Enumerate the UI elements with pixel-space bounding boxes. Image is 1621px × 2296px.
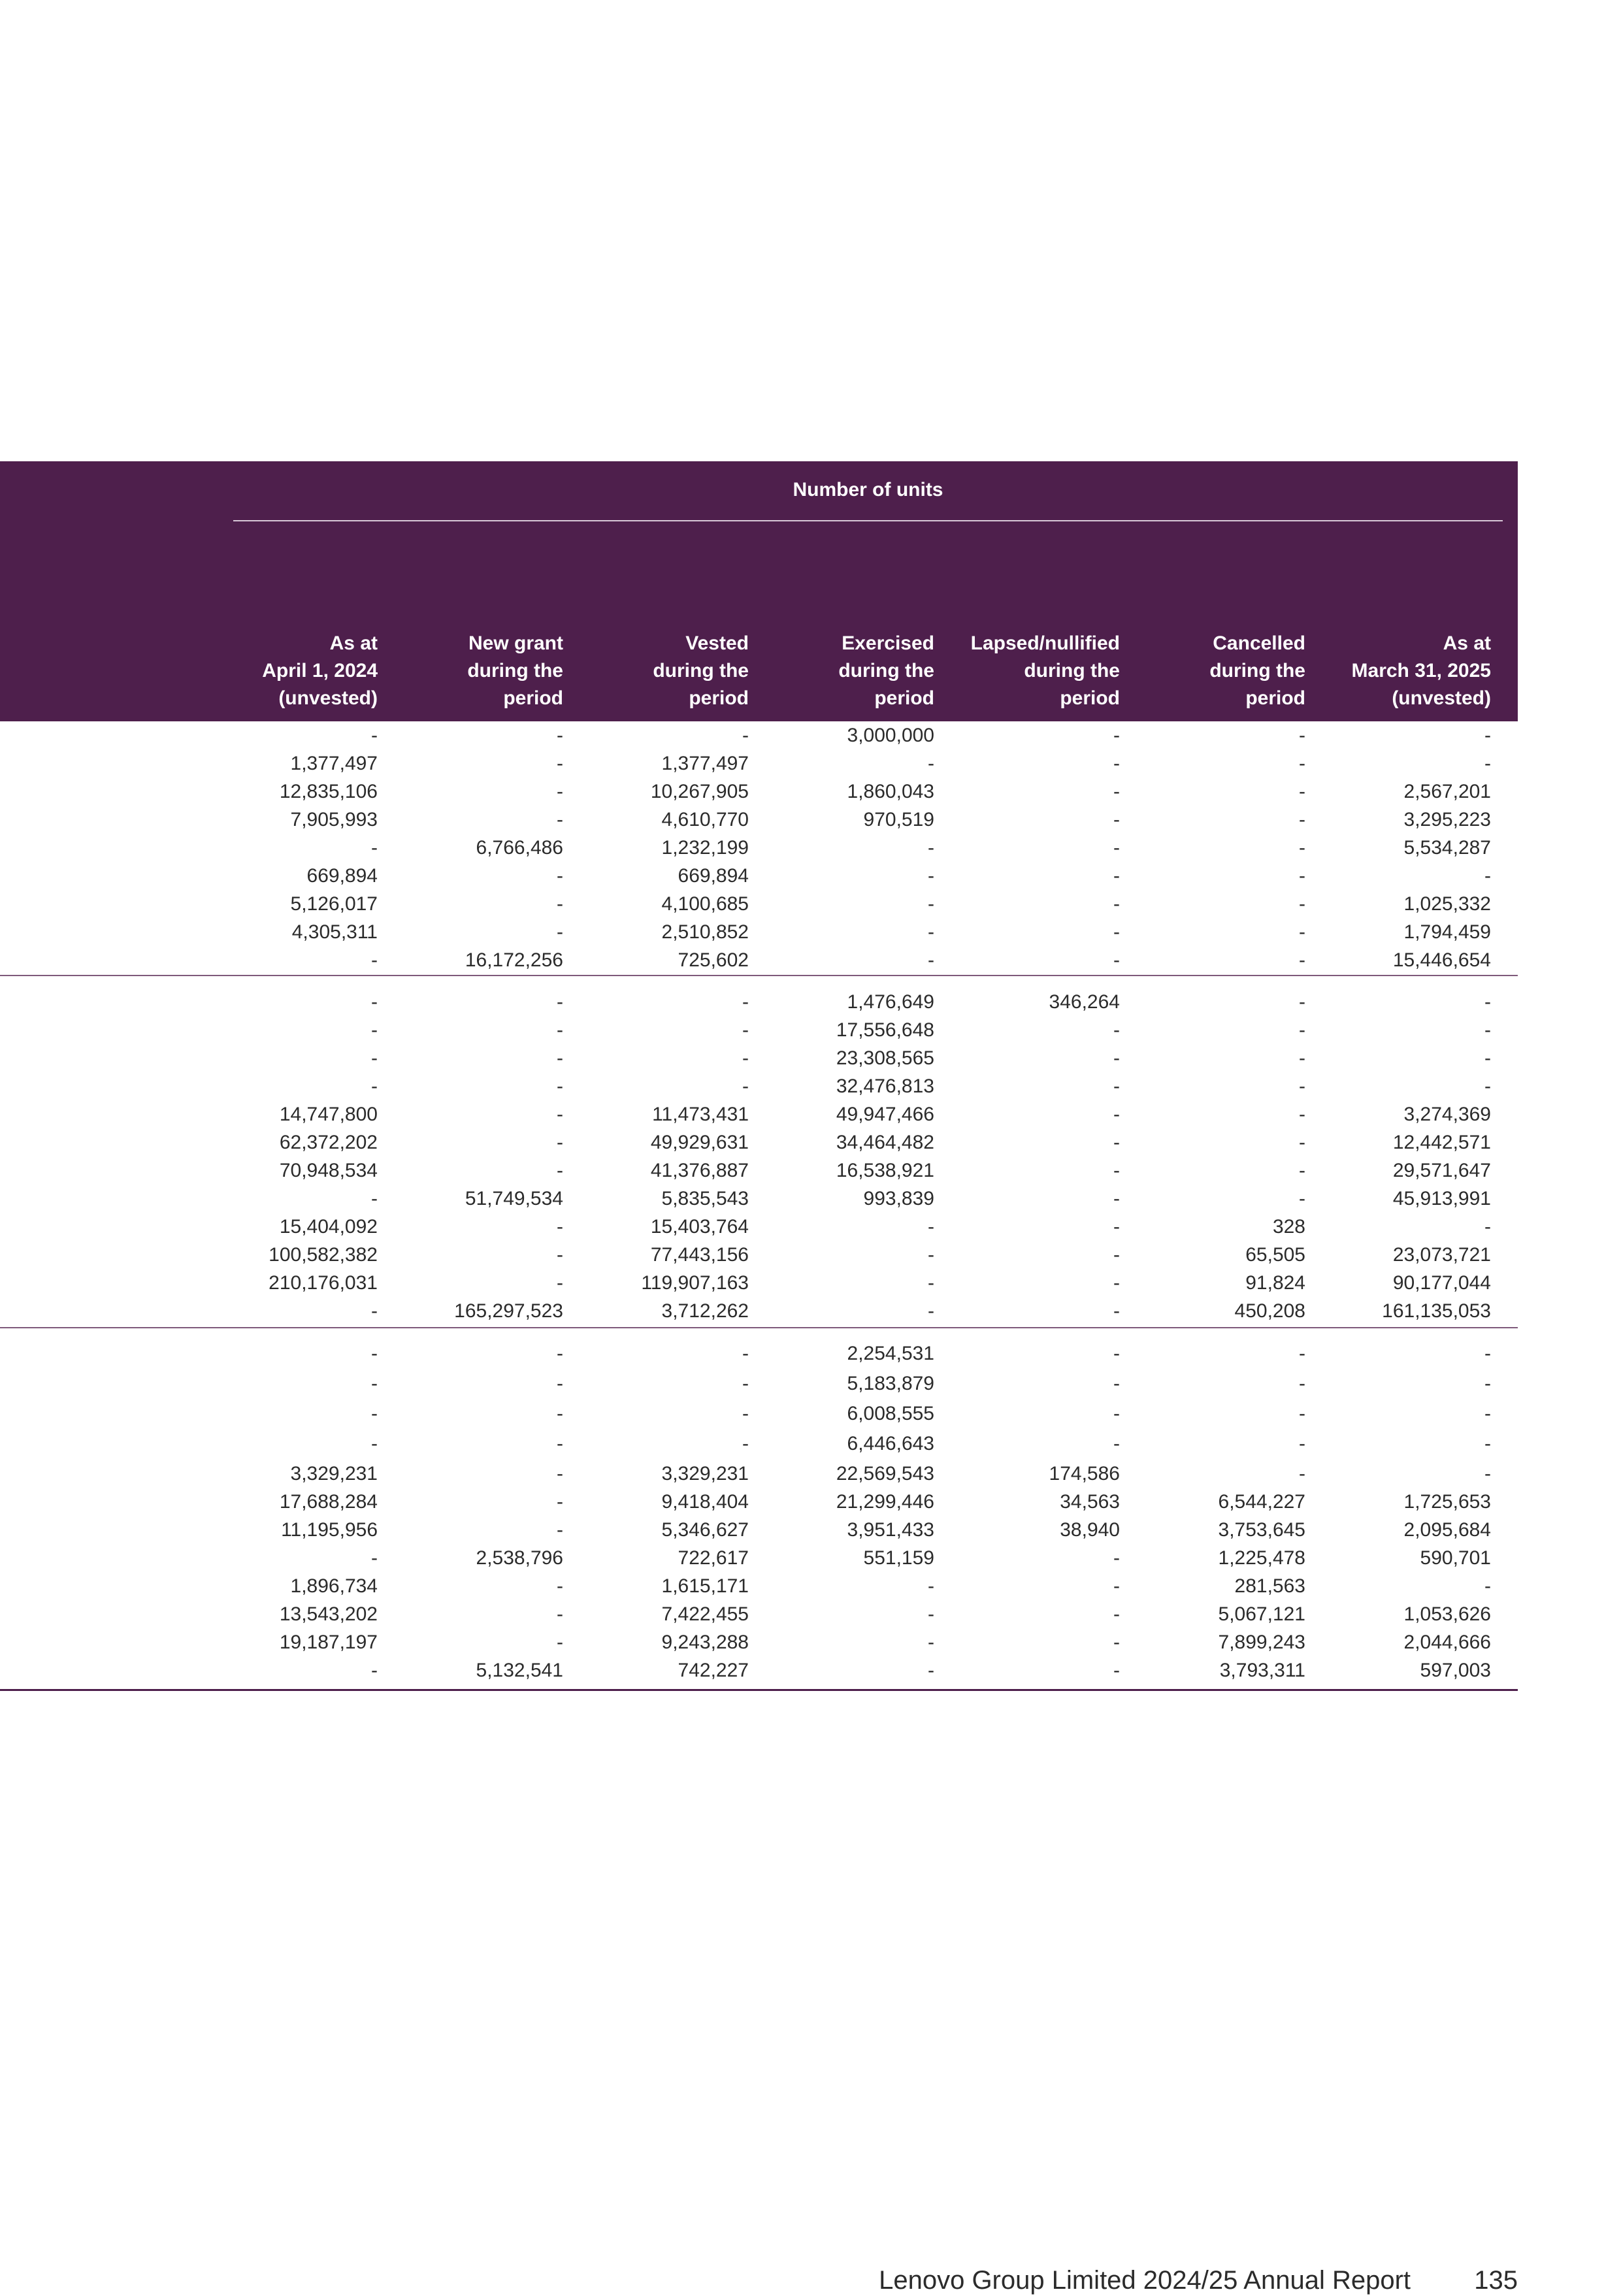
table-cell: - (1113, 1160, 1120, 1181)
table-row (0, 988, 1518, 1016)
table-cell: 1,377,497 (661, 753, 749, 774)
table-cell: 7,422,455 (661, 1603, 749, 1625)
table-cell: 49,947,466 (836, 1104, 934, 1125)
table-cell: - (557, 1272, 563, 1294)
table-cell: 1,476,649 (847, 991, 934, 1013)
table-cell: - (557, 921, 563, 943)
table-cell: 2,538,796 (476, 1547, 563, 1569)
table-cell: - (742, 991, 749, 1013)
table-cell: - (557, 1491, 563, 1513)
table-cell: 15,404,092 (279, 1216, 378, 1238)
table-cell: 23,308,565 (836, 1047, 934, 1069)
table-cell: 5,534,287 (1403, 837, 1491, 859)
table-row (0, 834, 1518, 862)
table-cell: 590,701 (1420, 1547, 1491, 1569)
column-header-3: Vested during the period (653, 632, 749, 709)
table-cell: 281,563 (1234, 1575, 1305, 1597)
table-cell: - (1113, 1075, 1120, 1097)
table-cell: - (1113, 1547, 1120, 1569)
table-cell: 77,443,156 (650, 1244, 749, 1266)
table-cell: 3,712,262 (661, 1300, 749, 1322)
table-cell: 161,135,053 (1382, 1300, 1491, 1322)
table-cell: 17,556,648 (836, 1019, 934, 1041)
table-cell: 970,519 (863, 809, 934, 830)
table-cell: 6,544,227 (1218, 1491, 1305, 1513)
table-row (0, 1044, 1518, 1072)
table-row (0, 1339, 1518, 1368)
table-cell: 2,510,852 (661, 921, 749, 943)
table-cell: - (1299, 1075, 1305, 1097)
table-cell: - (1113, 865, 1120, 887)
table-cell: 65,505 (1245, 1244, 1305, 1266)
table-cell: 29,571,647 (1392, 1160, 1491, 1181)
table-cell: - (1484, 1047, 1491, 1069)
table-cell: - (1299, 781, 1305, 802)
table-cell: - (557, 1632, 563, 1653)
table-cell: 16,538,921 (836, 1160, 934, 1181)
table-cell: 91,824 (1245, 1272, 1305, 1294)
table-cell: 119,907,163 (641, 1272, 749, 1294)
table-cell: 9,243,288 (661, 1632, 749, 1653)
table-cell: - (557, 1433, 563, 1454)
table-cell: 62,372,202 (279, 1132, 378, 1153)
table-cell: - (1113, 837, 1120, 859)
table-cell: 34,563 (1060, 1491, 1120, 1513)
table-cell: - (1484, 753, 1491, 774)
table-row (0, 1128, 1518, 1156)
table-cell: - (928, 753, 934, 774)
table-cell: - (1113, 1104, 1120, 1125)
table-cell: 2,044,666 (1403, 1632, 1491, 1653)
table-cell: 4,610,770 (661, 809, 749, 830)
table-cell: - (1113, 1603, 1120, 1625)
table-cell: 10,267,905 (650, 781, 749, 802)
table-row (0, 862, 1518, 890)
table-row (0, 806, 1518, 834)
table-cell: - (742, 725, 749, 746)
table-cell: 70,948,534 (279, 1160, 378, 1181)
table-cell: - (1113, 1047, 1120, 1069)
table-cell: 3,274,369 (1403, 1104, 1491, 1125)
table-cell: - (1299, 1132, 1305, 1153)
table-cell: 7,905,993 (290, 809, 378, 830)
table-cell: - (1299, 991, 1305, 1013)
table-cell: - (928, 1216, 934, 1238)
table-cell: - (371, 837, 378, 859)
table-cell: - (928, 1660, 934, 1681)
table-cell: - (1299, 837, 1305, 859)
table-cell: 11,473,431 (652, 1104, 749, 1125)
table-cell: - (557, 1373, 563, 1394)
column-header-6: Cancelled during the period (1209, 632, 1305, 709)
table-cell: 9,418,404 (661, 1491, 749, 1513)
table-cell: 597,003 (1420, 1660, 1491, 1681)
table-cell: 4,305,311 (291, 921, 378, 943)
table-row (0, 1369, 1518, 1398)
table-cell: - (1299, 1373, 1305, 1394)
table-cell: - (1113, 781, 1120, 802)
table-cell: - (1484, 1075, 1491, 1097)
table-cell: - (1484, 725, 1491, 746)
table-cell: 3,753,645 (1218, 1519, 1305, 1541)
table-row (0, 1516, 1518, 1544)
table-cell: - (742, 1433, 749, 1454)
table-cell: 49,929,631 (650, 1132, 749, 1153)
table-cell: 38,940 (1060, 1519, 1120, 1541)
table-cell: - (557, 1075, 563, 1097)
table-cell: 1,725,653 (1403, 1491, 1491, 1513)
table-cell: - (557, 1603, 563, 1625)
table-cell: - (1299, 1019, 1305, 1041)
table-row (0, 1460, 1518, 1488)
table-cell: 5,126,017 (290, 893, 378, 915)
table-row (0, 1241, 1518, 1269)
table-cell: - (1299, 865, 1305, 887)
table-cell: - (371, 1403, 378, 1424)
table-cell: - (1299, 1160, 1305, 1181)
table-cell: 41,376,887 (650, 1160, 749, 1181)
table-cell: - (371, 1075, 378, 1097)
table-row (0, 918, 1518, 946)
table-cell: - (371, 1547, 378, 1569)
table-cell: - (1299, 753, 1305, 774)
table-cell: 2,095,684 (1403, 1519, 1491, 1541)
table-cell: - (1113, 1188, 1120, 1209)
table-cell: 5,132,541 (476, 1660, 563, 1681)
table-cell: - (1299, 809, 1305, 830)
table-row (0, 1628, 1518, 1656)
table-cell: 2,567,201 (1403, 781, 1491, 802)
table-row (0, 1185, 1518, 1213)
table-cell: - (1484, 1216, 1491, 1238)
table-cell: - (557, 1047, 563, 1069)
table-cell: - (371, 1188, 378, 1209)
table-cell: - (742, 1403, 749, 1424)
table-cell: - (1299, 725, 1305, 746)
column-header-7: As at March 31, 2025 (unvested) (1351, 632, 1491, 709)
table-cell: - (928, 1575, 934, 1597)
table-cell: - (1299, 949, 1305, 971)
table-cell: - (1484, 1403, 1491, 1424)
table-cell: - (1113, 1433, 1120, 1454)
table-cell: 13,543,202 (279, 1603, 378, 1625)
footer-report-title: Lenovo Group Limited 2024/25 Annual Report (879, 2266, 1411, 2295)
table-cell: 5,835,543 (661, 1188, 749, 1209)
table-cell: 34,464,482 (836, 1132, 934, 1153)
column-header-1: As at April 1, 2024 (unvested) (262, 632, 378, 709)
table-cell: 165,297,523 (454, 1300, 563, 1322)
table-cell: - (1299, 1104, 1305, 1125)
table-row (0, 749, 1518, 778)
table-cell: - (557, 1160, 563, 1181)
table-cell: - (1299, 1433, 1305, 1454)
table-cell: - (1113, 1343, 1120, 1364)
table-cell: - (742, 1373, 749, 1394)
table-cell: 346,264 (1049, 991, 1120, 1013)
table-cell: - (557, 1403, 563, 1424)
table-cell: - (928, 893, 934, 915)
table-row (0, 1213, 1518, 1241)
table-cell: 450,208 (1234, 1300, 1305, 1322)
table-row (0, 1488, 1518, 1516)
table-cell: 669,894 (678, 865, 749, 887)
table-cell: - (742, 1343, 749, 1364)
table-cell: - (1113, 1575, 1120, 1597)
table-cell: - (557, 1104, 563, 1125)
group-header-rule (233, 520, 1503, 521)
table-cell: 722,617 (678, 1547, 749, 1569)
table-cell: - (1484, 865, 1491, 887)
table-cell: 7,899,243 (1218, 1632, 1305, 1653)
table-cell: 19,187,197 (279, 1632, 378, 1653)
table-cell: 22,569,543 (836, 1463, 934, 1484)
table-cell: 16,172,256 (465, 949, 563, 971)
table-cell: - (1484, 1343, 1491, 1364)
column-header-5: Lapsed/nullified during the period (970, 632, 1120, 709)
table-cell: - (928, 1244, 934, 1266)
table-cell: 174,586 (1049, 1463, 1120, 1484)
table-cell: 5,183,879 (847, 1373, 934, 1394)
table-cell: - (928, 1272, 934, 1294)
table-cell: 3,793,311 (1219, 1660, 1305, 1681)
table-cell: - (1484, 1373, 1491, 1394)
table-row (0, 946, 1518, 974)
table-cell: - (557, 809, 563, 830)
table-cell: - (928, 837, 934, 859)
table-cell: - (1113, 1216, 1120, 1238)
table-cell: 12,442,571 (1392, 1132, 1491, 1153)
table-cell: - (371, 725, 378, 746)
table-cell: - (928, 865, 934, 887)
table-row (0, 1544, 1518, 1572)
table-cell: 5,067,121 (1218, 1603, 1305, 1625)
table-cell: 6,008,555 (847, 1403, 934, 1424)
table-cell: - (371, 1047, 378, 1069)
table-cell: - (371, 1373, 378, 1394)
table-cell: 3,951,433 (847, 1519, 934, 1541)
table-cell: 742,227 (678, 1660, 749, 1681)
table-cell: 15,403,764 (650, 1216, 749, 1238)
table-cell: - (557, 1343, 563, 1364)
table-cell: 12,835,106 (279, 781, 378, 802)
table-cell: 14,747,800 (279, 1104, 378, 1125)
table-cell: - (742, 1019, 749, 1041)
table-cell: 1,232,199 (661, 837, 749, 859)
table-cell: 23,073,721 (1392, 1244, 1491, 1266)
table-cell: 32,476,813 (836, 1075, 934, 1097)
table-cell: - (371, 1300, 378, 1322)
table-cell: 2,254,531 (847, 1343, 934, 1364)
table-cell: 51,749,534 (465, 1188, 563, 1209)
table-cell: 3,329,231 (290, 1463, 378, 1484)
table-row (0, 1100, 1518, 1128)
table-cell: - (1484, 1019, 1491, 1041)
table-cell: - (371, 1660, 378, 1681)
table-cell: - (1113, 1132, 1120, 1153)
table-cell: - (928, 921, 934, 943)
table-cell: 100,582,382 (269, 1244, 378, 1266)
table-cell: - (557, 753, 563, 774)
table-cell: - (557, 1132, 563, 1153)
table-cell: 328 (1272, 1216, 1305, 1238)
table-cell: 210,176,031 (269, 1272, 378, 1294)
table-cell: - (928, 1300, 934, 1322)
table-row (0, 1072, 1518, 1100)
table-cell: - (371, 949, 378, 971)
table-cell: - (557, 1463, 563, 1484)
table-row (0, 1400, 1518, 1428)
table-cell: - (742, 1075, 749, 1097)
table-row (0, 1297, 1518, 1325)
table-row (0, 1430, 1518, 1458)
table-cell: - (557, 1019, 563, 1041)
table-cell: - (1299, 1047, 1305, 1069)
table-cell: 1,896,734 (290, 1575, 378, 1597)
table-cell: - (1113, 809, 1120, 830)
table-cell: 1,025,332 (1403, 893, 1491, 915)
table-cell: 725,602 (678, 949, 749, 971)
table-cell: 15,446,654 (1392, 949, 1491, 971)
table-cell: 1,794,459 (1403, 921, 1491, 943)
table-cell: - (557, 781, 563, 802)
table-cell: 1,377,497 (290, 753, 378, 774)
table-cell: 1,053,626 (1403, 1603, 1491, 1625)
table-cell: 1,225,478 (1218, 1547, 1305, 1569)
table-cell: 1,615,171 (661, 1575, 749, 1597)
table-cell: - (1299, 1188, 1305, 1209)
table-cell: - (1113, 725, 1120, 746)
table-cell: - (1484, 1463, 1491, 1484)
table-row (0, 721, 1518, 749)
column-header-4: Exercised during the period (838, 632, 934, 709)
table-cell: - (1299, 1403, 1305, 1424)
table-cell: - (557, 1519, 563, 1541)
table-cell: - (1299, 921, 1305, 943)
table-row (0, 1156, 1518, 1185)
page-number: 135 (1474, 2266, 1518, 2295)
table-row (0, 1269, 1518, 1297)
table-cell: 90,177,044 (1392, 1272, 1491, 1294)
table-cell: - (1113, 753, 1120, 774)
table-cell: - (1113, 949, 1120, 971)
table-row (0, 778, 1518, 806)
table-row (0, 1656, 1518, 1684)
table-cell: 6,766,486 (476, 837, 563, 859)
table-cell: - (557, 1216, 563, 1238)
table-cell: - (371, 991, 378, 1013)
table-cell: - (1113, 1272, 1120, 1294)
column-header-2: New grant during the period (467, 632, 563, 709)
table-row (0, 1600, 1518, 1628)
section-divider (0, 975, 1518, 976)
table-cell: - (371, 1433, 378, 1454)
table-cell: - (371, 1019, 378, 1041)
table-cell: - (557, 1244, 563, 1266)
table-cell: - (371, 1343, 378, 1364)
table-cell: 551,159 (863, 1547, 934, 1569)
table-cell: - (1113, 1244, 1120, 1266)
table-cell: - (928, 1603, 934, 1625)
table-cell: 3,000,000 (847, 725, 934, 746)
table-row (0, 1572, 1518, 1600)
table-cell: - (1113, 1019, 1120, 1041)
table-cell: - (1484, 1433, 1491, 1454)
table-cell: - (1113, 1660, 1120, 1681)
table-cell: - (1113, 893, 1120, 915)
table-cell: - (928, 1632, 934, 1653)
table-cell: - (1113, 1632, 1120, 1653)
table-cell: 4,100,685 (661, 893, 749, 915)
table-cell: 17,688,284 (279, 1491, 378, 1513)
table-cell: 5,346,627 (661, 1519, 749, 1541)
table-cell: 21,299,446 (836, 1491, 934, 1513)
table-cell: 1,860,043 (847, 781, 934, 802)
table-cell: 3,295,223 (1403, 809, 1491, 830)
table-cell: 669,894 (306, 865, 378, 887)
table-cell: - (1299, 893, 1305, 915)
table-cell: - (1113, 1373, 1120, 1394)
table-cell: - (557, 865, 563, 887)
section-divider (0, 1327, 1518, 1328)
table-row (0, 890, 1518, 918)
table-cell: 11,195,956 (281, 1519, 378, 1541)
table-cell: 3,329,231 (661, 1463, 749, 1484)
table-cell: - (1299, 1463, 1305, 1484)
table-cell: - (557, 725, 563, 746)
table-cell: - (928, 949, 934, 971)
table-cell: 993,839 (863, 1188, 934, 1209)
table-cell: - (1113, 1403, 1120, 1424)
group-header: Number of units (793, 479, 943, 500)
section-divider (0, 1689, 1518, 1691)
table-cell: - (557, 991, 563, 1013)
table-cell: - (1113, 1300, 1120, 1322)
table-cell: 45,913,991 (1392, 1188, 1491, 1209)
table-cell: - (1484, 991, 1491, 1013)
table-cell: - (557, 893, 563, 915)
table-cell: 6,446,643 (847, 1433, 934, 1454)
table-cell: - (742, 1047, 749, 1069)
table-row (0, 1016, 1518, 1044)
table-cell: - (557, 1575, 563, 1597)
table-cell: - (1484, 1575, 1491, 1597)
table-cell: - (1299, 1343, 1305, 1364)
table-cell: - (1113, 921, 1120, 943)
